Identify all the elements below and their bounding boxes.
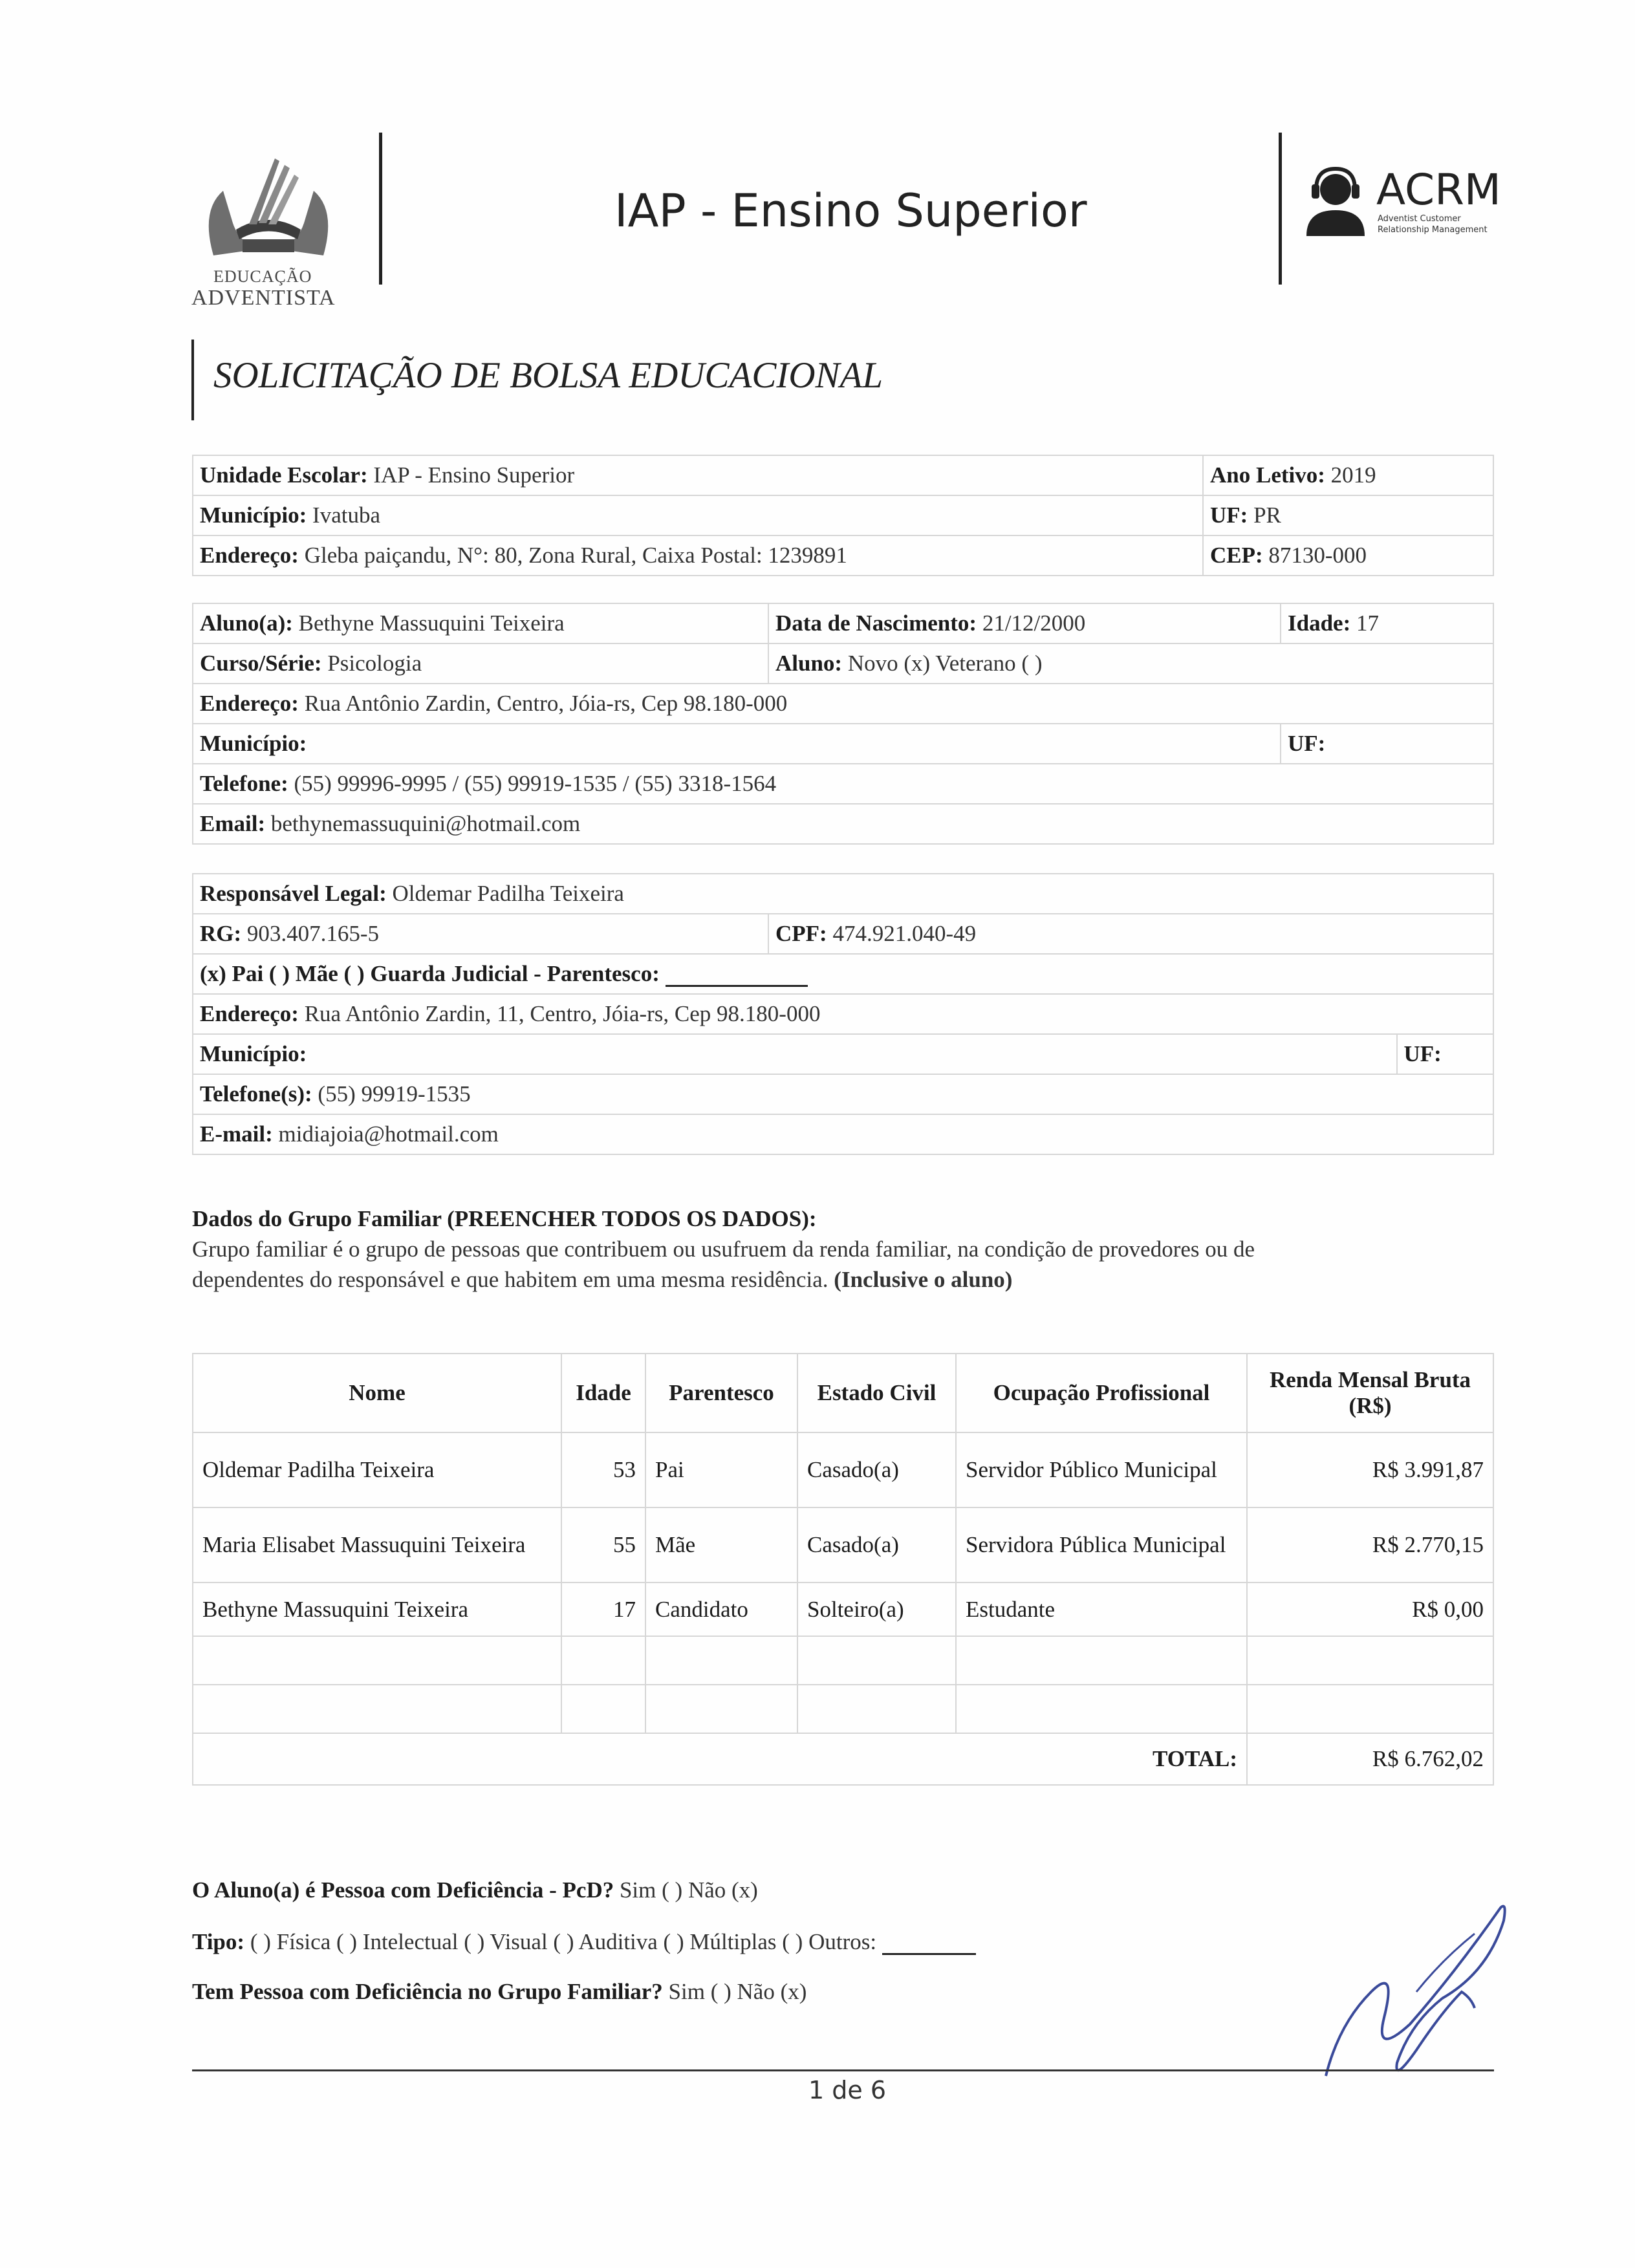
page-title: IAP - Ensino Superior	[614, 184, 1087, 237]
student-telefone-value: (55) 99996-9995 / (55) 99919-1535 / (55) 3318-1564	[294, 771, 777, 796]
row-ocupacao: Servidor Público Municipal	[956, 1432, 1247, 1507]
col-ocupacao: Ocupação Profissional	[956, 1354, 1247, 1432]
idade-label: Idade:	[1288, 610, 1351, 636]
tipo-aluno-label: Aluno:	[775, 651, 843, 676]
family-description-2-text: dependentes do responsável e que habitem em uma mesma residência.	[192, 1267, 828, 1292]
idade-value: 17	[1356, 610, 1379, 636]
guardian-table	[192, 873, 1494, 1155]
guardian-endereco-value: Rua Antônio Zardin, 11, Centro, Jóia-rs, Cep 98.180-000	[304, 1001, 821, 1026]
row-estado: Casado(a)	[797, 1507, 956, 1582]
pcd-tipo-value: ( ) Física ( ) Intelectual ( ) Visual ( ) Auditiva ( ) Múltiplas ( ) Outros:	[250, 1929, 877, 1954]
guardian-endereco-label: Endereço:	[200, 1001, 299, 1026]
total-value: R$ 6.762,02	[1247, 1733, 1493, 1785]
nasc-label: Data de Nascimento:	[775, 610, 977, 636]
student-email-value: bethynemassuquini@hotmail.com	[270, 811, 581, 836]
footer-rule	[192, 2069, 1494, 2071]
row-idade: 55	[561, 1507, 645, 1582]
rg-label: RG:	[200, 921, 242, 946]
col-nome: Nome	[193, 1354, 561, 1432]
endereco-value: Gleba paiçandu, N°: 80, Zona Rural, Caixa Postal: 1239891	[304, 543, 847, 568]
cep-label: CEP:	[1210, 543, 1263, 568]
pcd-q2-label: Tem Pessoa com Deficiência no Grupo Familiar?	[192, 1979, 663, 2004]
student-telefone-label: Telefone:	[200, 771, 288, 796]
family-table	[192, 1353, 1494, 1786]
uf-value: PR	[1253, 502, 1281, 528]
page-number: 1 de 6	[808, 2076, 887, 2104]
aluno-value: Bethyne Massuquini Teixeira	[298, 610, 565, 636]
family-description-1: Grupo familiar é o grupo de pessoas que contribuem ou usufruem da renda familiar, na condição de provedores ou de	[192, 1237, 1255, 1262]
curso-value: Psicologia	[327, 651, 422, 676]
unidade-value: IAP - Ensino Superior	[373, 462, 575, 488]
acrm-logo	[1300, 165, 1513, 243]
row-idade: 53	[561, 1432, 645, 1507]
table-row	[193, 1432, 1493, 1507]
row-parentesco: Pai	[645, 1432, 797, 1507]
logo-caption-1: EDUCAÇÃO	[213, 267, 312, 286]
pcd-question-2	[192, 1979, 807, 2005]
praying-hands-icon	[188, 152, 349, 272]
logo-caption-2: ADVENTISTA	[191, 286, 336, 310]
total-row	[193, 1733, 1493, 1785]
student-endereco-label: Endereço:	[200, 691, 299, 716]
student-uf-label: UF:	[1288, 731, 1326, 756]
student-endereco-value: Rua Antônio Zardin, Centro, Jóia-rs, Cep 98.180-000	[304, 691, 788, 716]
pcd-q1-label: O Aluno(a) é Pessoa com Deficiência - PcD?	[192, 1877, 614, 1903]
table-row-empty	[193, 1685, 1493, 1733]
row-parentesco: Mãe	[645, 1507, 797, 1582]
parentesco-line: (x) Pai ( ) Mãe ( ) Guarda Judicial - Parentesco:	[200, 961, 660, 986]
row-idade: 17	[561, 1582, 645, 1636]
col-parentesco: Parentesco	[645, 1354, 797, 1432]
school-table	[192, 455, 1494, 576]
title-bar	[191, 340, 194, 420]
row-ocupacao: Estudante	[956, 1582, 1247, 1636]
cep-value: 87130-000	[1268, 543, 1367, 568]
municipio-value: Ivatuba	[312, 502, 380, 528]
pcd-q2-value: Sim ( ) Não (x)	[668, 1979, 807, 2004]
guardian-municipio-label: Município:	[200, 1041, 307, 1066]
headset-user-icon	[1300, 165, 1371, 236]
guardian-telefone-label: Telefone(s):	[200, 1081, 312, 1107]
col-idade: Idade	[561, 1354, 645, 1432]
endereco-label: Endereço:	[200, 543, 299, 568]
cpf-value: 474.921.040-49	[832, 921, 977, 946]
ano-value: 2019	[1330, 462, 1376, 488]
guardian-telefone-value: (55) 99919-1535	[318, 1081, 471, 1107]
family-description-bold: (Inclusive o aluno)	[834, 1267, 1013, 1292]
table-row	[193, 1582, 1493, 1636]
pcd-tipo	[192, 1929, 976, 1955]
educacao-adventista-logo	[188, 152, 349, 314]
header-divider-right	[1279, 133, 1282, 285]
resp-value: Oldemar Padilha Teixeira	[392, 881, 624, 906]
acrm-name: ACRM	[1376, 165, 1501, 215]
parentesco-blank	[666, 966, 808, 987]
guardian-email-value: midiajoia@hotmail.com	[278, 1121, 499, 1147]
row-renda: R$ 3.991,87	[1247, 1432, 1493, 1507]
row-estado: Casado(a)	[797, 1432, 956, 1507]
form-title: SOLICITAÇÃO DE BOLSA EDUCACIONAL	[213, 355, 883, 396]
uf-label: UF:	[1210, 502, 1248, 528]
row-ocupacao: Servidora Pública Municipal	[956, 1507, 1247, 1582]
nasc-value: 21/12/2000	[982, 610, 1086, 636]
row-nome: Bethyne Massuquini Teixeira	[193, 1582, 561, 1636]
row-renda: R$ 2.770,15	[1247, 1507, 1493, 1582]
unidade-label: Unidade Escolar:	[200, 462, 368, 488]
row-renda: R$ 0,00	[1247, 1582, 1493, 1636]
row-nome: Maria Elisabet Massuquini Teixeira	[193, 1507, 561, 1582]
resp-label: Responsável Legal:	[200, 881, 387, 906]
col-estado-civil: Estado Civil	[797, 1354, 956, 1432]
col-renda: Renda Mensal Bruta (R$)	[1247, 1354, 1493, 1432]
tipo-aluno-value: Novo (x) Veterano ( )	[847, 651, 1043, 676]
pcd-outros-blank	[882, 1935, 976, 1955]
total-label: TOTAL:	[193, 1733, 1247, 1785]
header-divider-left	[379, 133, 382, 285]
student-email-label: Email:	[200, 811, 266, 836]
table-row	[193, 1507, 1493, 1582]
acrm-subtitle-1: Adventist Customer	[1378, 214, 1461, 224]
guardian-uf-label: UF:	[1403, 1041, 1442, 1066]
pcd-question-1	[192, 1877, 758, 1903]
row-estado: Solteiro(a)	[797, 1582, 956, 1636]
cpf-label: CPF:	[775, 921, 827, 946]
aluno-label: Aluno(a):	[200, 610, 293, 636]
family-description-2	[192, 1267, 1012, 1293]
pcd-tipo-label: Tipo:	[192, 1929, 245, 1954]
row-parentesco: Candidato	[645, 1582, 797, 1636]
row-nome: Oldemar Padilha Teixeira	[193, 1432, 561, 1507]
ano-label: Ano Letivo:	[1210, 462, 1325, 488]
municipio-label: Município:	[200, 502, 307, 528]
guardian-email-label: E-mail:	[200, 1121, 273, 1147]
curso-label: Curso/Série:	[200, 651, 322, 676]
student-table	[192, 603, 1494, 845]
rg-value: 903.407.165-5	[246, 921, 380, 946]
signature-icon	[1313, 1895, 1520, 2089]
student-municipio-label: Município:	[200, 731, 307, 756]
pcd-q1-value: Sim ( ) Não (x)	[619, 1877, 758, 1903]
acrm-subtitle-2: Relationship Management	[1378, 225, 1488, 235]
table-row-empty	[193, 1636, 1493, 1685]
family-heading: Dados do Grupo Familiar (PREENCHER TODOS OS DADOS):	[192, 1206, 817, 1231]
